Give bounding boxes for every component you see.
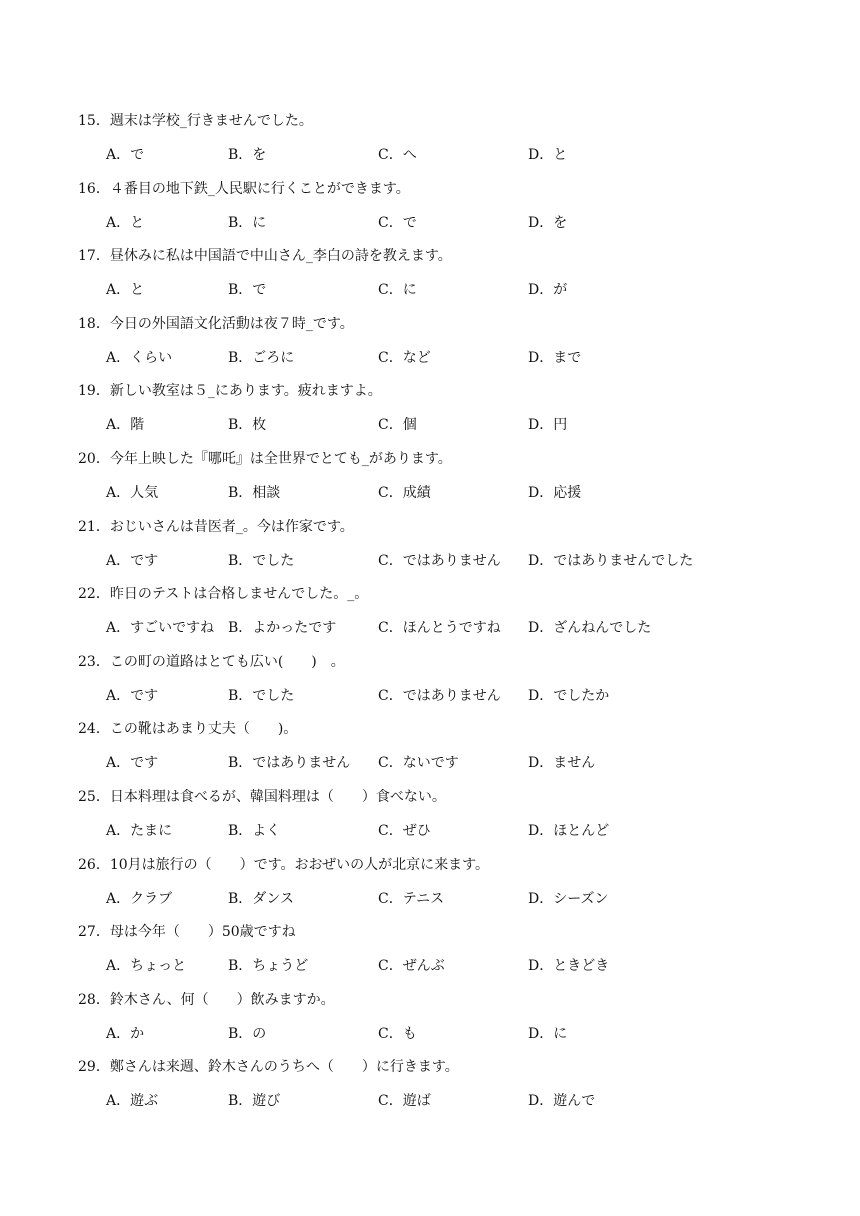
question-stem: [78, 991, 335, 1009]
answer-option: B．でした: [228, 687, 295, 704]
answer-option: D．と: [528, 147, 568, 163]
question-text: ４番目の地下鉄_人民駅に行くことができます。: [109, 180, 410, 197]
answer-option: C．に: [378, 282, 417, 299]
answer-option: B．を: [228, 147, 267, 163]
answer-option: D．遊んで: [528, 1093, 596, 1110]
answer-option: A．です: [106, 552, 159, 569]
question-number: 17．: [78, 248, 110, 265]
answer-option: B．ダンス: [228, 890, 295, 907]
question-stem: [78, 518, 354, 536]
answer-option: A．階: [106, 417, 145, 434]
question-stem: [78, 856, 489, 874]
answer-option: D．円: [528, 417, 568, 434]
answer-option: B．遊び: [228, 1093, 281, 1110]
answer-option: C．個: [378, 417, 417, 434]
question-stem: [78, 247, 452, 265]
answer-option: A．です: [106, 755, 159, 772]
answer-option: B．でした: [228, 552, 295, 569]
answer-option: C．へ: [378, 147, 417, 163]
answer-option: D．まで: [528, 349, 582, 366]
question-number: 19．: [78, 383, 110, 400]
question-number: 18．: [78, 315, 110, 332]
answer-option: B．ごろに: [228, 349, 295, 366]
answer-option: B．で: [228, 282, 267, 299]
answer-option: B．よく: [228, 823, 281, 839]
answer-option: D．ざんねんでした: [528, 620, 652, 637]
question-text: 週末は学校_行きませんでした。: [109, 113, 313, 129]
answer-option: D．シーズン: [528, 890, 609, 907]
question-number: 23．: [78, 653, 110, 670]
answer-option: D．が: [528, 282, 568, 299]
answer-option: C．成績: [378, 485, 431, 501]
question-number: 29．: [78, 1059, 110, 1076]
answer-option: A．くらい: [106, 349, 173, 366]
question-text: 昨日のテストは合格しませんでした。_。: [109, 586, 369, 603]
question-stem: [78, 1058, 459, 1076]
question-number: 20．: [78, 451, 110, 467]
answer-option: A．遊ぶ: [106, 1093, 159, 1110]
question-number: 22．: [78, 586, 110, 603]
answer-option: C．遊ば: [378, 1093, 431, 1110]
question-stem: [78, 653, 345, 671]
question-number: 25．: [78, 789, 110, 805]
answer-option: C．ないです: [378, 755, 459, 772]
question-text: 今日の外国語文化活動は夜７時_です。: [109, 315, 354, 332]
answer-option: C．テニス: [378, 890, 445, 907]
answer-option: B．よかったです: [228, 620, 337, 637]
answer-option: A．と: [106, 282, 145, 299]
answer-option: A．たまに: [106, 823, 173, 839]
answer-option: D．でしたか: [528, 687, 610, 704]
answer-option: A．か: [106, 1025, 145, 1042]
question-stem: [78, 585, 368, 603]
question-number: 16．: [78, 180, 110, 197]
answer-option: B．ではありません: [228, 755, 351, 772]
question-number: 28．: [78, 991, 110, 1008]
question-text: 鈴木さん、何（ ）飲みますか。: [109, 991, 335, 1008]
answer-option: D．応援: [528, 485, 582, 501]
question-stem: [78, 788, 446, 806]
question-text: この町の道路はとても広い( ) 。: [109, 653, 345, 670]
answer-option: C．で: [378, 214, 417, 231]
answer-option: D．ません: [528, 755, 596, 772]
answer-option: C．など: [378, 349, 431, 366]
question-text: 10月は旅行の（ ）です。おおぜいの人が北京に来ます。: [109, 856, 489, 873]
question-number: 26．: [78, 856, 110, 873]
answer-option: A．です: [106, 687, 159, 704]
answer-option: C．ぜんぶ: [378, 958, 445, 975]
question-text: 日本料理は食べるが、韓国料理は（ ）食べない。: [109, 789, 446, 805]
answer-option: C．ぜひ: [378, 823, 431, 839]
question-stem: [78, 450, 452, 468]
answer-option: D．を: [528, 214, 568, 231]
question-text: おじいさんは昔医者_。今は作家です。: [109, 518, 354, 535]
question-stem: [78, 382, 382, 400]
answer-option: C．も: [378, 1025, 417, 1042]
answer-option: A．クラブ: [106, 890, 173, 907]
question-stem: [78, 923, 296, 941]
question-text: この靴はあまり丈夫（ )。: [109, 721, 298, 738]
answer-option: A．で: [106, 147, 145, 163]
answer-option: B．に: [228, 214, 267, 231]
answer-option: B．の: [228, 1025, 267, 1042]
answer-option: B．ちょうど: [228, 958, 309, 975]
answer-option: B．枚: [228, 417, 267, 434]
question-stem: [78, 720, 297, 738]
answer-option: A．人気: [106, 485, 159, 501]
answer-option: C．ではありません: [378, 552, 501, 569]
question-stem: [78, 112, 313, 130]
question-text: 鄭さんは来週、鈴木さんのうちへ（ ）に行きます。: [109, 1059, 459, 1076]
question-number: 27．: [78, 924, 110, 941]
question-text: 今年上映した『哪吒』は全世界でとても_があります。: [109, 451, 452, 467]
question-number: 15．: [78, 113, 110, 129]
answer-option: C．ではありません: [378, 687, 501, 704]
answer-option: B．相談: [228, 485, 281, 501]
question-text: 新しい教室は５_にあります。疲れますよ。: [109, 383, 382, 400]
answer-option: D．ほとんど: [528, 823, 610, 839]
answer-option: D．に: [528, 1025, 568, 1042]
question-stem: [78, 315, 354, 333]
answer-option: A．と: [106, 214, 145, 231]
question-stem: [78, 180, 410, 198]
question-text: 母は今年（ ）50歳ですね: [109, 924, 296, 941]
question-number: 24．: [78, 721, 110, 738]
answer-option: A．すごいですね: [106, 620, 215, 637]
answer-option: D．ときどき: [528, 958, 610, 975]
answer-option: C．ほんとうですね: [378, 620, 501, 637]
question-text: 昼休みに私は中国語で中山さん_李白の詩を教えます。: [109, 248, 452, 265]
answer-option: D．ではありませんでした: [528, 552, 694, 569]
answer-option: A．ちょっと: [106, 958, 187, 975]
question-number: 21．: [78, 518, 110, 535]
